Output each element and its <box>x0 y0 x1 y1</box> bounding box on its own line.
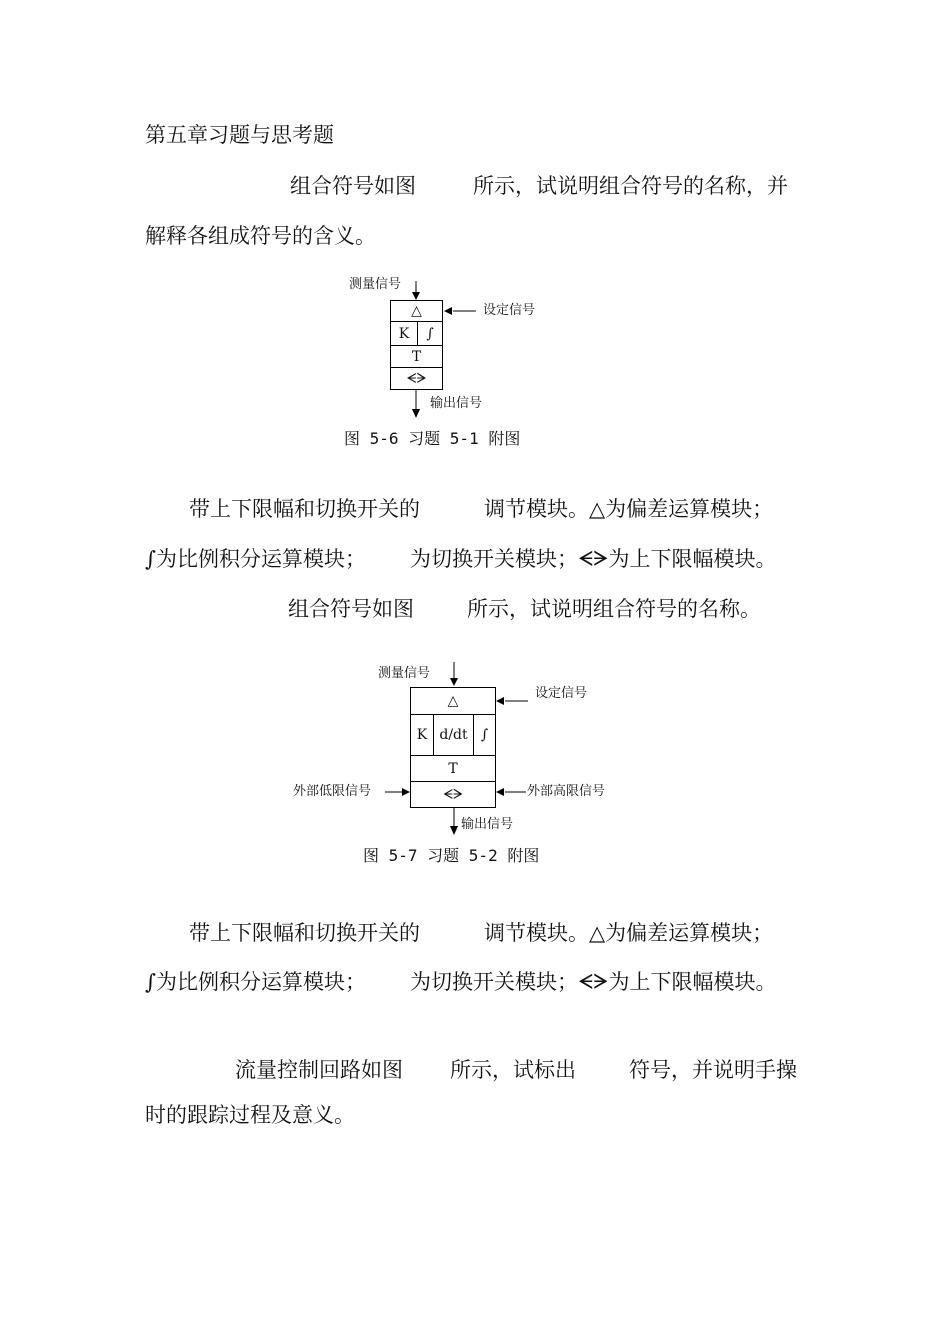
fig2-k-cell: K <box>416 727 428 743</box>
q3-line1-part2: 所示，试标出 <box>450 1058 576 1082</box>
a1-line1-part2: 调节模块。△为偏差运算模块； <box>484 497 774 521</box>
q1-line2: 解释各组成符号的含义。 <box>145 224 376 248</box>
fig1-caption: 图 5-6 习题 5-1 附图 <box>344 429 521 448</box>
t-symbol: T <box>411 348 422 365</box>
q2-line1-part2: 所示，试说明组合符号的名称。 <box>467 597 761 621</box>
fig2-measure-label: 测量信号 <box>378 666 431 681</box>
q3-line1-part3: 符号，并说明手操 <box>629 1058 797 1082</box>
fig1-measure-label: 测量信号 <box>349 277 402 292</box>
limit-symbol: ᗕᗒ <box>442 786 464 803</box>
fig1-k-cell: K <box>398 325 410 342</box>
fig2-output-label: 输出信号 <box>461 817 514 832</box>
fig2-t-row <box>411 756 495 782</box>
fig2-high-limit-label: 外部高限信号 <box>527 784 606 799</box>
a1-line1-part1: 带上下限幅和切换开关的 <box>189 497 420 521</box>
a2-line1-part2: 调节模块。△为偏差运算模块； <box>484 921 774 945</box>
fig2-derivative-cell: d/dt <box>433 715 473 755</box>
fig2-integral-cell: ∫ <box>473 715 495 755</box>
a2-line1-part1: 带上下限幅和切换开关的 <box>189 921 420 945</box>
q3-line2: 时的跟踪过程及意义。 <box>145 1103 355 1127</box>
chapter-title: 第五章习题与思考题 <box>145 123 334 147</box>
fig2-setpoint-label: 设定信号 <box>535 686 588 701</box>
delta-symbol: △ <box>411 303 422 319</box>
fig2-delta-row <box>411 688 495 715</box>
fig2-caption: 图 5-7 习题 5-2 附图 <box>363 846 540 865</box>
fig2-block <box>410 687 496 808</box>
q1-line1-part2: 所示，试说明组合符号的名称，并 <box>473 174 788 198</box>
q1-line1-part1: 组合符号如图 <box>290 174 416 198</box>
a1-line2-part2: 为切换开关模块；ᗕᗒ为上下限幅模块。 <box>410 547 777 571</box>
q3-line1-part1: 流量控制回路如图 <box>235 1058 403 1082</box>
a1-line2-part1: ∫为比例积分运算模块； <box>145 547 366 571</box>
limit-symbol: ᗕᗒ <box>406 370 427 387</box>
a2-line2-part1: ∫为比例积分运算模块； <box>145 970 366 994</box>
a2-line2-part2: 为切换开关模块；ᗕᗒ为上下限幅模块。 <box>410 970 777 994</box>
fig1-integral-cell: ∫ <box>417 322 442 345</box>
fig1-output-label: 输出信号 <box>430 396 483 411</box>
fig2-limit-row <box>411 782 495 807</box>
fig1-setpoint-label: 设定信号 <box>483 303 536 318</box>
t-symbol: T <box>448 760 458 777</box>
q2-line1-part1: 组合符号如图 <box>288 597 414 621</box>
delta-symbol: △ <box>447 693 459 709</box>
fig2-low-limit-label: 外部低限信号 <box>293 784 372 799</box>
fig2-pid-row <box>411 715 495 756</box>
